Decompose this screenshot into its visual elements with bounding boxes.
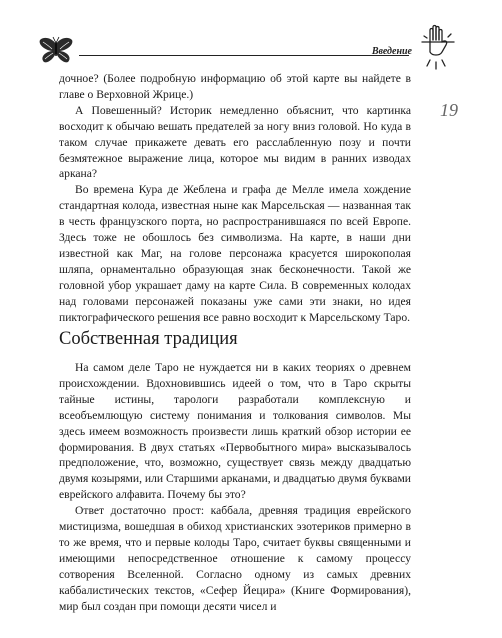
section-text-block (59, 360, 411, 615)
intro-text-block (59, 71, 411, 326)
running-header-section: Введение (371, 46, 412, 57)
paragraph: Ответ достаточно прост: каббала, древняя традиция еврейского мистицизма, вошедшая в обиход христианских эзотериков примерно в то же время, что и первые колоды Таро, считает буквы священными и имеющими непосредственное отношение к самому процессу сотворения Вселенной. Согласно одному из самых древних каббалистических текстов, «Сефер Йецира» (Книге Формирования), мир был создан при помощи десяти чисел и (59, 504, 411, 613)
paragraph: А Повешенный? Историк немедленно объяснит, что картинка восходит к обычаю вешать предателей за ногу вниз головой. Но куда в таком случае прикажете девать его расслабленную позу и почти безмятежное выражение лица, которое мы видим в ранних изводах аркана? (59, 103, 411, 181)
hand-icon (418, 22, 458, 72)
paragraph: дочное? (Более подробную информацию об этой карте вы найдете в главе о Верховной Жрице.) (59, 72, 411, 101)
paragraph: На самом деле Таро не нуждается ни в каких теориях о древнем происхождении. Вдохновившись идеей о том, что в Таро скрыты тайные истины, тарологи разработали комплексную и всеобъемлющую систему понимания и толкования символов. Мы здесь имеем возможность произвести лишь краткий обзор истории ее формирования. В двух статьях «Первобытного мира» высказывалось предположение, что, возможно, существует связь между двадцатью двумя козырями, или Старшими арканами, и двадцатью двумя буквами еврейского алфавита. Почему бы это? (59, 361, 411, 502)
section-heading: Собственная традиция (59, 329, 238, 349)
paragraph: Во времена Кура де Жеблена и графа де Мелле имела хождение стандартная колода, известная ныне как Марсельская — названная так в честь французского порта, но распространившаяся по всей Европе. Здесь тоже не обошлось без символизма. На карте, в наши дни известной как Маг, на голове персонажа красуется широкополая шляпа, орнаментально образующая знак бесконечности. Такой же головной убор украшает даму на карте Сила. В современных колодах над головами персонажей показаны уже сами эти знаки, но идея пиктографического решения все равно восходит к Марсельскому Таро. (59, 183, 411, 324)
butterfly-icon (38, 36, 74, 66)
page-number: 19 (440, 100, 458, 120)
header-rule (79, 55, 409, 56)
